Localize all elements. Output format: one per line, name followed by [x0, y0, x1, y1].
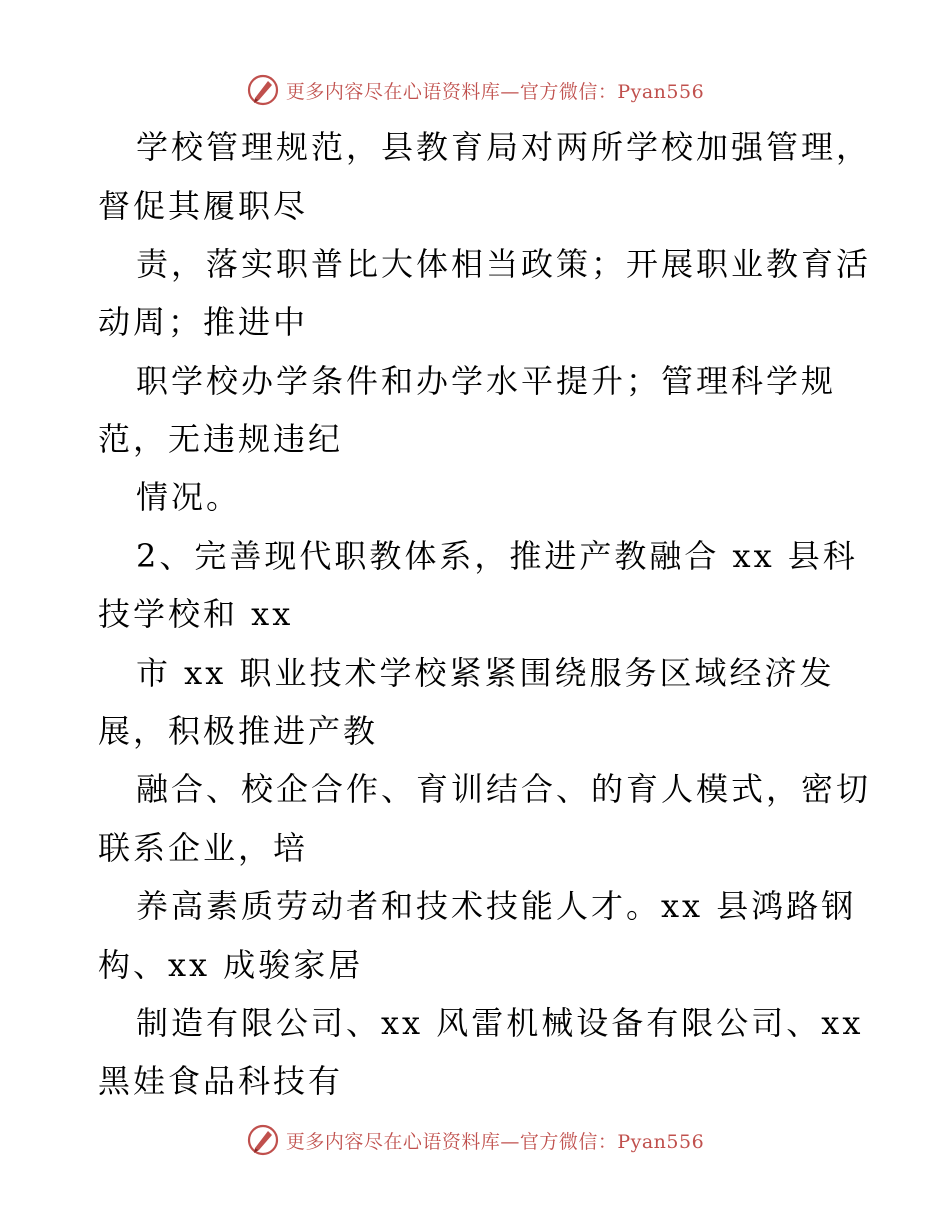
- text-line: 范，无违规违纪: [98, 420, 344, 458]
- pen-nib-logo-icon: [246, 1123, 280, 1157]
- text-line: 学校管理规范，县教育局对两所学校加强管理，: [136, 128, 872, 166]
- text-line: 情况。: [136, 478, 242, 516]
- text-line: 技学校和 xx: [98, 595, 294, 633]
- text-line: 展，积极推进产教: [98, 712, 379, 750]
- pen-nib-logo-icon: [246, 73, 280, 107]
- text-line: 构、xx 成骏家居: [98, 946, 364, 984]
- text-line: 养高素质劳动者和技术技能人才。xx 县鸿路钢: [136, 887, 857, 925]
- text-line: 融合、校企合作、育训结合、的育人模式，密切: [136, 770, 872, 808]
- text-line: 职学校办学条件和办学水平提升；管理科学规: [136, 362, 837, 400]
- watermark-text: 更多内容尽在心语资料库—官方微信：Pyan556: [285, 80, 705, 103]
- text-line: 动周；推进中: [98, 303, 309, 341]
- text-line: 市 xx 职业技术学校紧紧围绕服务区域经济发: [136, 654, 835, 692]
- text-line: 2、完善现代职教体系，推进产教融合 xx 县科: [136, 537, 858, 575]
- text-line: 制造有限公司、xx 风雷机械设备有限公司、xx: [136, 1004, 864, 1042]
- text-line: 联系企业，培: [98, 829, 309, 867]
- watermark-text: 更多内容尽在心语资料库—官方微信：Pyan556: [285, 1130, 705, 1153]
- text-line: 黑娃食品科技有: [98, 1062, 344, 1100]
- header-watermark: [0, 68, 950, 112]
- text-line: 督促其履职尽: [98, 187, 309, 225]
- footer-watermark: [0, 1118, 950, 1162]
- text-line: 责，落实职普比大体相当政策；开展职业教育活: [136, 245, 872, 283]
